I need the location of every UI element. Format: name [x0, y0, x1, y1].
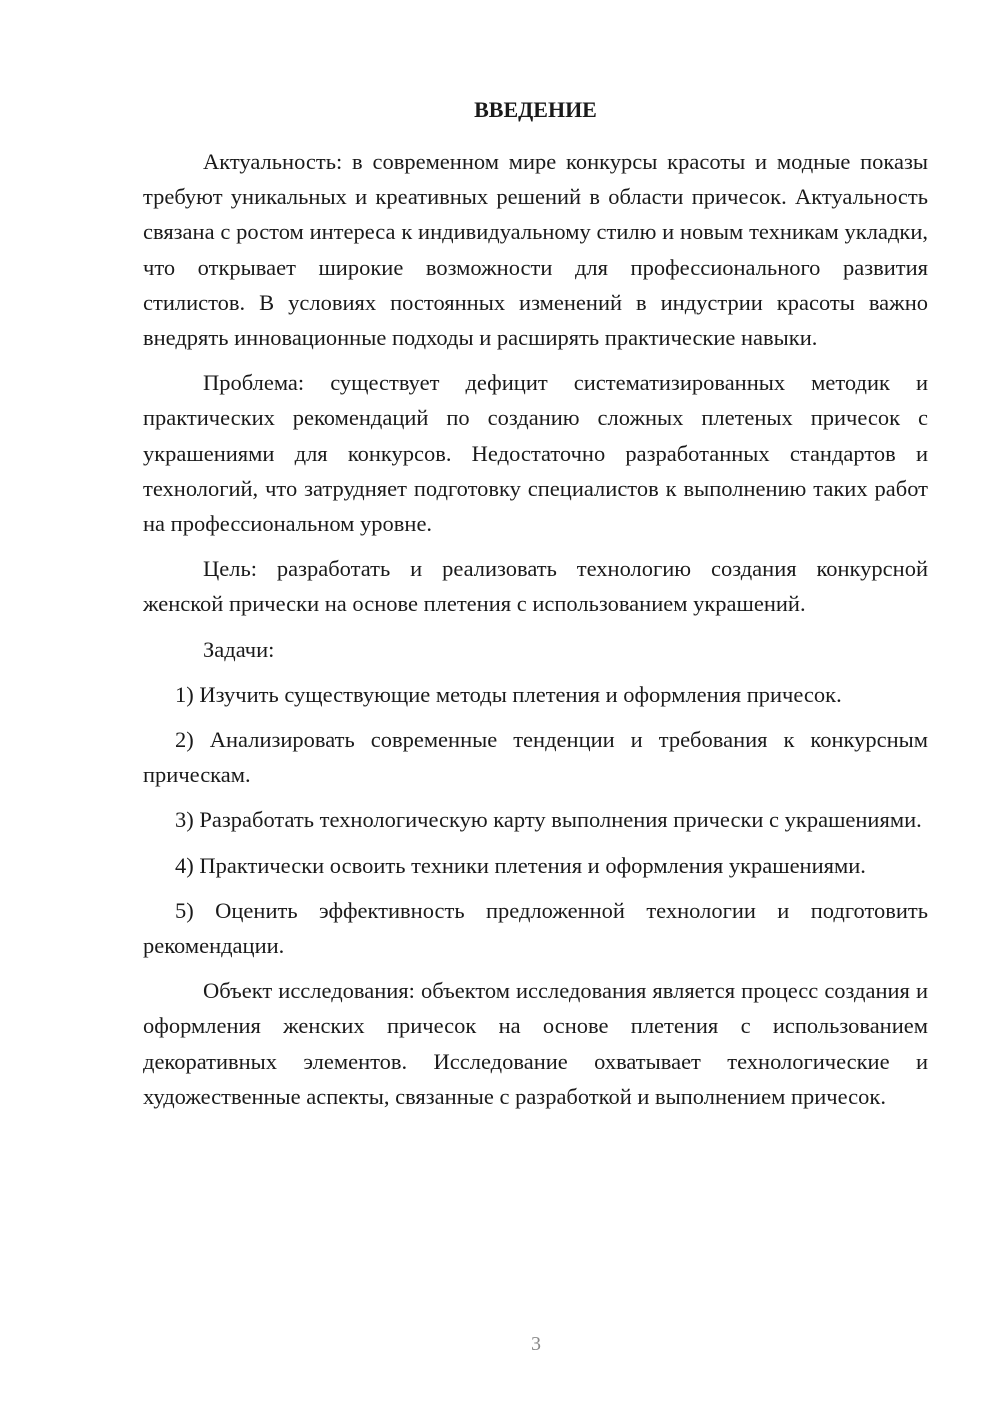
section-title: ВВЕДЕНИЕ [474, 97, 597, 122]
problem-paragraph: Проблема: существует дефицит систематизированных методик и практических рекомендаций по созданию сложных плетеных причесок с украшениями для конкурсов. Недостаточно разработанных стандартов и технологий, что затрудняет подготовку специалистов к выполнению таких работ на профессиональном уровне. [143, 370, 928, 537]
task-item: 4) Практически освоить техники плетения и оформления украшениями. [175, 852, 866, 878]
relevance-paragraph: Актуальность: в современном мире конкурсы красоты и модные показы требуют уникальных и креативных решений в области причесок. Актуальность связана с ростом интереса к индивидуальному стилю и новым техникам укладки, что открывает широкие возможности для профессионального развития стилистов. В условиях постоянных изменений в индустрии красоты важно внедрять инновационные подходы и расширять практические навыки. [143, 149, 928, 351]
task-item: 5) Оценить эффективность предложенной технологии и подготовить рекомендации. [143, 897, 928, 959]
page-number: 3 [531, 1333, 541, 1355]
object-paragraph: Объект исследования: объектом исследования является процесс создания и оформления женских причесок на основе плетения с использованием декоративных элементов. Исследование охватывает технологические и художественные аспекты, связанные с разработкой и выполнением причесок. [143, 978, 928, 1109]
task-item: 3) Разработать технологическую карту выполнения прически с украшениями. [175, 807, 922, 833]
task-item: 1) Изучить существующие методы плетения и оформления причесок. [175, 681, 842, 707]
task-item: 2) Анализировать современные тенденции и требования к конкурсным прическам. [143, 727, 928, 788]
document-page [143, 92, 928, 1124]
tasks-label: Задачи: [203, 636, 275, 662]
goal-paragraph: Цель: разработать и реализовать технологию создания конкурсной женской прически на основе плетения с использованием украшений. [143, 556, 928, 617]
